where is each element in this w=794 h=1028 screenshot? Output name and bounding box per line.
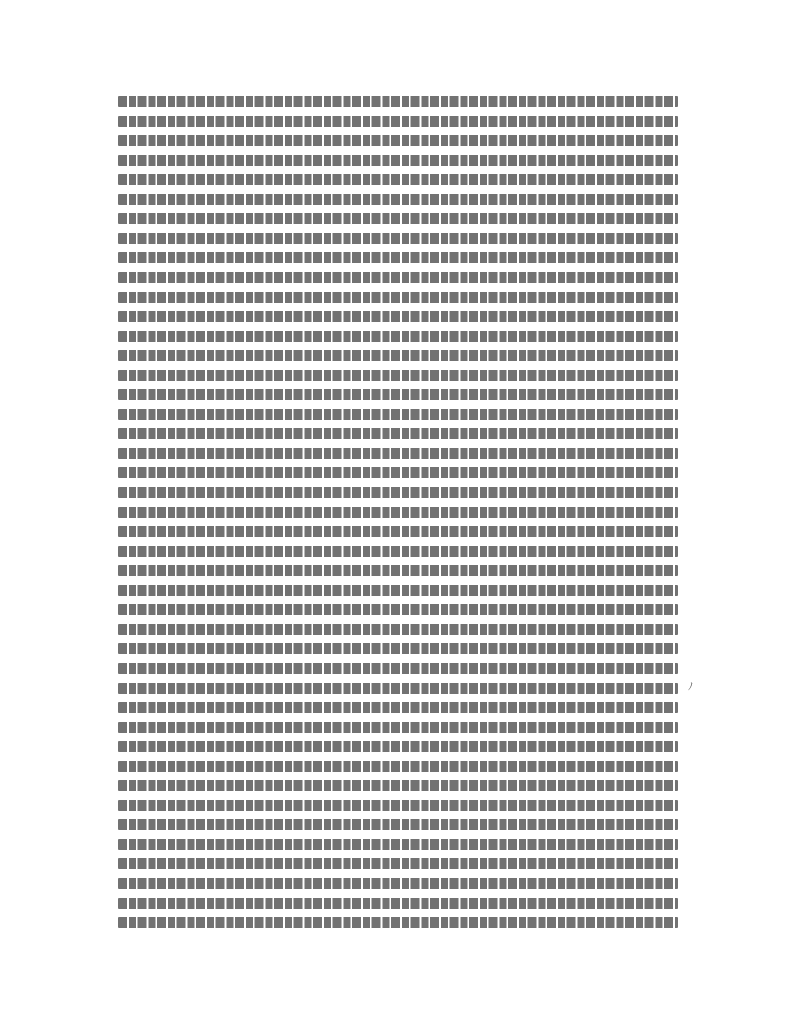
- text-line: [118, 565, 678, 576]
- text-line: [118, 722, 678, 733]
- text-line: [118, 389, 678, 400]
- text-line: [118, 917, 678, 928]
- text-line: [118, 409, 678, 420]
- text-line: [118, 663, 678, 674]
- text-line: [118, 780, 678, 791]
- line-end-mark: ﾉ: [688, 682, 693, 693]
- text-line: [118, 507, 678, 518]
- text-line: [118, 819, 678, 830]
- text-line: [118, 800, 678, 811]
- text-line: [118, 878, 678, 889]
- text-line: [118, 702, 678, 713]
- text-line: [118, 487, 678, 498]
- text-line: [118, 174, 678, 185]
- text-line: [118, 272, 678, 283]
- text-line: [118, 585, 678, 596]
- text-line: [118, 448, 678, 459]
- text-line: [118, 370, 678, 381]
- text-line: [118, 624, 678, 635]
- text-line: [118, 839, 678, 850]
- text-line: [118, 683, 678, 694]
- body-text-block: [118, 96, 678, 936]
- text-line: [118, 194, 678, 205]
- text-line: [118, 546, 678, 557]
- text-line: [118, 761, 678, 772]
- text-line: [118, 428, 678, 439]
- text-line: [118, 898, 678, 909]
- text-line: [118, 350, 678, 361]
- text-line: [118, 741, 678, 752]
- text-line: [118, 155, 678, 166]
- text-line: [118, 526, 678, 537]
- text-line: [118, 135, 678, 146]
- text-line: [118, 467, 678, 478]
- text-line: [118, 116, 678, 127]
- text-line: [118, 311, 678, 322]
- text-line: [118, 96, 678, 107]
- text-line: [118, 643, 678, 654]
- text-line: [118, 292, 678, 303]
- text-line: [118, 858, 678, 869]
- text-line: [118, 252, 678, 263]
- text-line: [118, 233, 678, 244]
- text-line: [118, 604, 678, 615]
- text-line: [118, 213, 678, 224]
- text-line: [118, 331, 678, 342]
